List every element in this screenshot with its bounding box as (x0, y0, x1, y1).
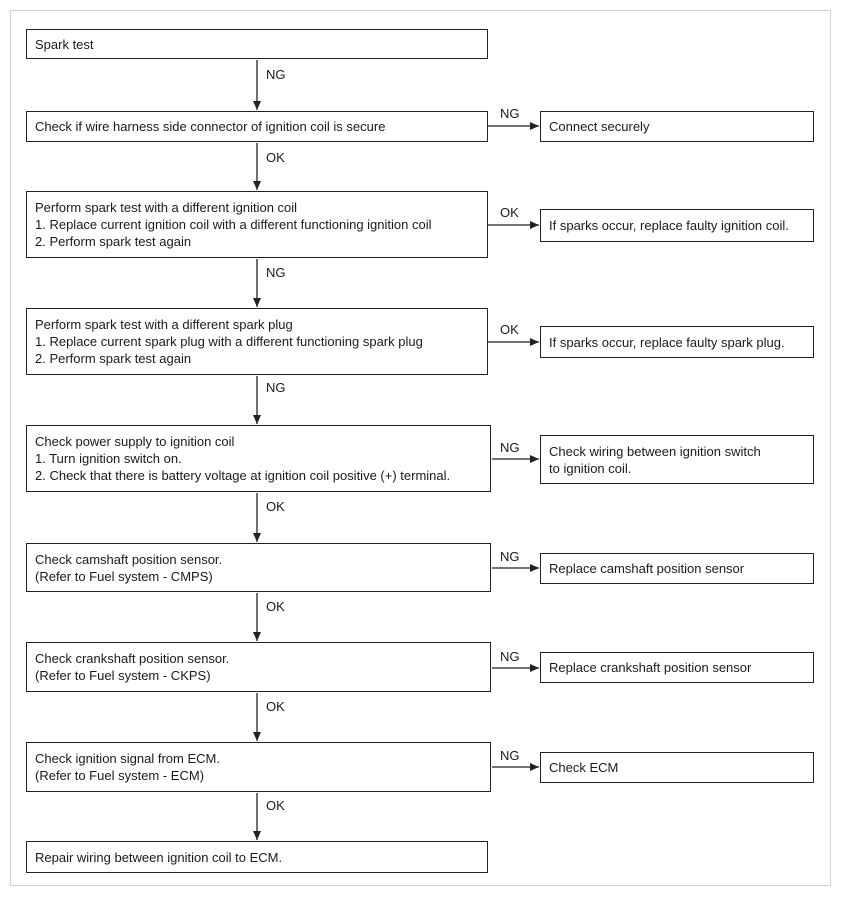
step-check-ecm-signal (26, 742, 491, 792)
result-text: Replace crankshaft position sensor (549, 660, 752, 675)
step-spark-test (26, 29, 488, 59)
result-text: If sparks occur, replace faulty ignition coil. (549, 218, 789, 233)
down-label-4: NG (266, 380, 286, 395)
step-check-connector (26, 111, 488, 142)
result-check-ecm (540, 752, 814, 783)
down-label-2: OK (266, 150, 285, 165)
result-text: Replace camshaft position sensor (549, 561, 745, 576)
step-check-power-supply (26, 425, 491, 492)
result-connect-securely (540, 111, 814, 142)
result-check-wiring (540, 435, 814, 484)
result-text: If sparks occur, replace faulty spark plug. (549, 334, 785, 350)
step-text: Spark test (35, 36, 94, 52)
result-replace-spark-plug (540, 326, 814, 358)
step-text: Check ignition signal from ECM. (Refer to Fuel system - ECM) (35, 751, 220, 783)
step-text: Check camshaft position sensor. (Refer to Fuel system - CMPS) (35, 551, 223, 584)
side-label-7: NG (500, 748, 520, 763)
down-label-5: OK (266, 499, 285, 514)
result-text: Connect securely (549, 119, 650, 134)
side-label-1: NG (500, 106, 520, 121)
step-text: Repair wiring between ignition coil to ECM. (35, 849, 283, 865)
step-text: Perform spark test with a different spark plug 1. Replace current spark plug with a different functioning spark plug 2. Perform spark test again (35, 317, 423, 366)
down-label-7: OK (266, 699, 285, 714)
step-text: Check power supply to ignition coil 1. Turn ignition switch on. 2. Check that there is battery voltage at ignition coil positive (+) terminal. (35, 434, 451, 483)
result-replace-ignition-coil (540, 209, 814, 242)
result-text: Check wiring between ignition switch to ignition coil. (549, 443, 761, 476)
down-label-1: NG (266, 67, 286, 82)
step-test-ignition-coil (26, 191, 488, 258)
result-replace-camshaft-sensor (540, 553, 814, 584)
down-label-8: OK (266, 798, 285, 813)
side-label-3: OK (500, 322, 519, 337)
step-text: Perform spark test with a different ignition coil 1. Replace current ignition coil with a different functioning ignition coil 2. Perform spark test again (35, 200, 432, 249)
step-repair-wiring (26, 841, 488, 873)
down-label-3: NG (266, 265, 286, 280)
result-replace-crankshaft-sensor (540, 652, 814, 683)
step-text: Check crankshaft position sensor. (Refer to Fuel system - CKPS) (35, 651, 230, 683)
step-check-crankshaft (26, 642, 491, 692)
step-text: Check if wire harness side connector of ignition coil is secure (35, 119, 386, 134)
step-test-spark-plug (26, 308, 488, 375)
side-label-6: NG (500, 649, 520, 664)
step-check-camshaft (26, 543, 491, 592)
result-text: Check ECM (549, 760, 619, 775)
down-label-6: OK (266, 599, 285, 614)
side-label-4: NG (500, 440, 520, 455)
side-label-2: OK (500, 205, 519, 220)
side-label-5: NG (500, 549, 520, 564)
